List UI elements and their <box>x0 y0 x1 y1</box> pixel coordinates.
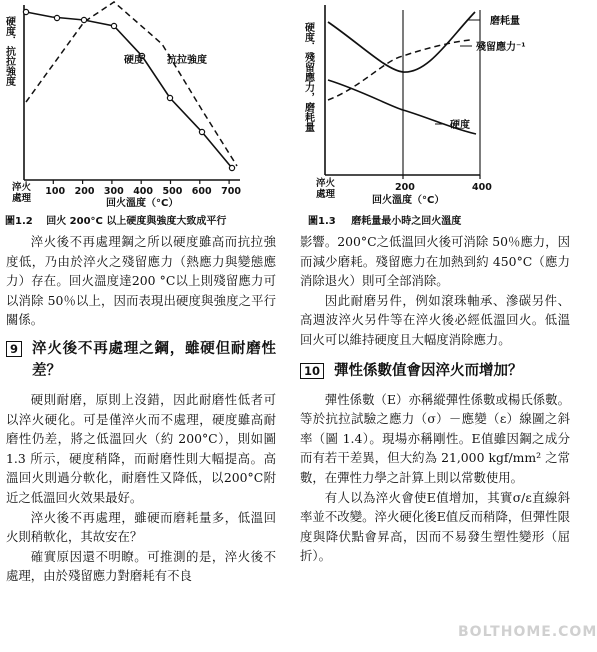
section-9-title: 淬火後不再處理之鋼，雖硬但耐磨性差？ <box>32 340 276 379</box>
fig1-tick-label: 600 <box>191 186 212 197</box>
fig1-tick-label: 700 <box>221 186 241 197</box>
left-paragraph-2: 硬則耐磨，原則上沒錯，因此耐磨性低者可以淬火硬化。可是僅淬火而不處理，硬度雖高耐磨性仍差，將之低溫回火（約 200°C），則如圖 1.3 所示，硬度稍降，而耐磨性則大幅提高。高溫回火則過分軟化，耐磨性又降低，以200°C附近之低溫回火效果最好。 <box>6 391 276 505</box>
figure-1-2-chart <box>2 0 264 212</box>
fig1-x-first-tick: 淬火處理 <box>12 182 32 204</box>
section-9-number: 9 <box>6 341 22 357</box>
section-10-heading <box>300 360 570 382</box>
left-paragraph-1: 淬火後不再處理鋼之所以硬度雖高而抗拉強度低，乃由於淬火之殘留應力（熱應力與變態應力）存在。回火溫度達200 °C以上則殘留應力可以消除 50％以上，因而表現出硬度與強度之平行關係。 <box>6 234 276 328</box>
fig1-tick-label: 100 <box>45 186 66 197</box>
section-10-title: 彈性係數值會因淬火而增加？ <box>334 362 523 379</box>
section-9-heading <box>6 338 276 382</box>
fig1-hardness-markers <box>23 9 234 170</box>
fig1-x-axis-title: 回火溫度（°C） <box>106 198 179 209</box>
figure-1-3-chart <box>300 0 572 212</box>
fig1-tick-label: 300 <box>103 186 124 197</box>
fig1-caption-text: 回火 200°C 以上硬度與強度大致成平行 <box>46 216 227 227</box>
figure-1-2-caption <box>5 212 226 227</box>
fig2-label-residual: 殘留應力⁻¹ <box>476 42 526 53</box>
fig2-y-axis-label: 硬度．殘留應力，磨耗量 <box>302 22 314 132</box>
fig1-label-tensile: 抗拉強度 <box>167 55 207 66</box>
figure-1-3 <box>300 0 572 212</box>
fig1-tensile-curve <box>26 2 237 166</box>
fig2-caption-label: 圖1.3 <box>308 216 336 227</box>
fig2-tick-200: 200 <box>395 182 415 193</box>
fig2-label-wear: 磨耗量 <box>490 16 520 27</box>
fig2-label-hardness: 硬度 <box>450 120 470 131</box>
left-paragraph-3: 淬火後不再處理，雖硬而磨耗量多，低溫回火則稍軟化，其故安在？ <box>6 509 276 545</box>
left-paragraph-4: 確實原因還不明瞭。可推測的是，淬火後不處理，由於殘留應力對磨耗有不良 <box>6 548 276 584</box>
fig1-tick-label: 200 <box>74 186 95 197</box>
right-paragraph-1: 影響。200°C之低溫回火後可消除 50％應力，因而減少磨耗。殘留應力在加熱到約 450°C（應力消除退火）則可全部消除。 <box>300 234 570 289</box>
left-column <box>6 232 276 586</box>
fig1-label-hardness: 硬度 <box>124 55 144 66</box>
fig1-tick-label: 500 <box>162 186 183 197</box>
right-column <box>300 232 570 566</box>
figure-1-3-caption <box>308 212 461 227</box>
fig1-tick-label: 400 <box>133 186 154 197</box>
fig1-y-axis-label: 硬度．抗拉強度 <box>3 16 15 86</box>
fig2-wear-curve <box>328 12 475 72</box>
figure-1-2 <box>2 0 264 212</box>
fig1-hardness-curve <box>26 12 232 168</box>
right-paragraph-3: 彈性係數（E）亦稱縱彈性係數或楊氏係數。等於抗拉試驗之應力（σ）－應變（ε）線圖之斜率（圖 1.4）。現場亦稱剛性。E值雖因鋼之成分而有若干差異，但大約為 21,000 kgf/mm² 之常數，在彈性力學之計算上則以常數使用。 <box>300 391 570 485</box>
fig2-residual-curve <box>328 40 470 100</box>
fig1-caption-label: 圖1.2 <box>5 216 33 227</box>
fig2-x-axis-title: 回火溫度（°C） <box>372 195 445 206</box>
fig2-tick-400: 400 <box>472 182 492 193</box>
watermark: BOLTHOME.COM <box>458 624 597 640</box>
right-paragraph-4: 有人以為淬火會使E值增加，其實σ/ε直線斜率並不改變。淬火硬化後E值反而稍降，但彈性限度與降伏點會昇高，因而不易發生塑性變形（屈折）。 <box>300 489 570 564</box>
fig2-x-first-tick: 淬火處理 <box>316 178 336 200</box>
right-paragraph-2: 因此耐磨另件，例如滾珠軸承、滲碳另件、高週波淬火另件等在淬火後必經低溫回火。低溫回火可以維持硬度且大幅度消除應力。 <box>300 292 570 347</box>
section-10-number: 10 <box>300 363 324 379</box>
fig2-caption-text: 磨耗量最小時之回火溫度 <box>351 216 462 227</box>
